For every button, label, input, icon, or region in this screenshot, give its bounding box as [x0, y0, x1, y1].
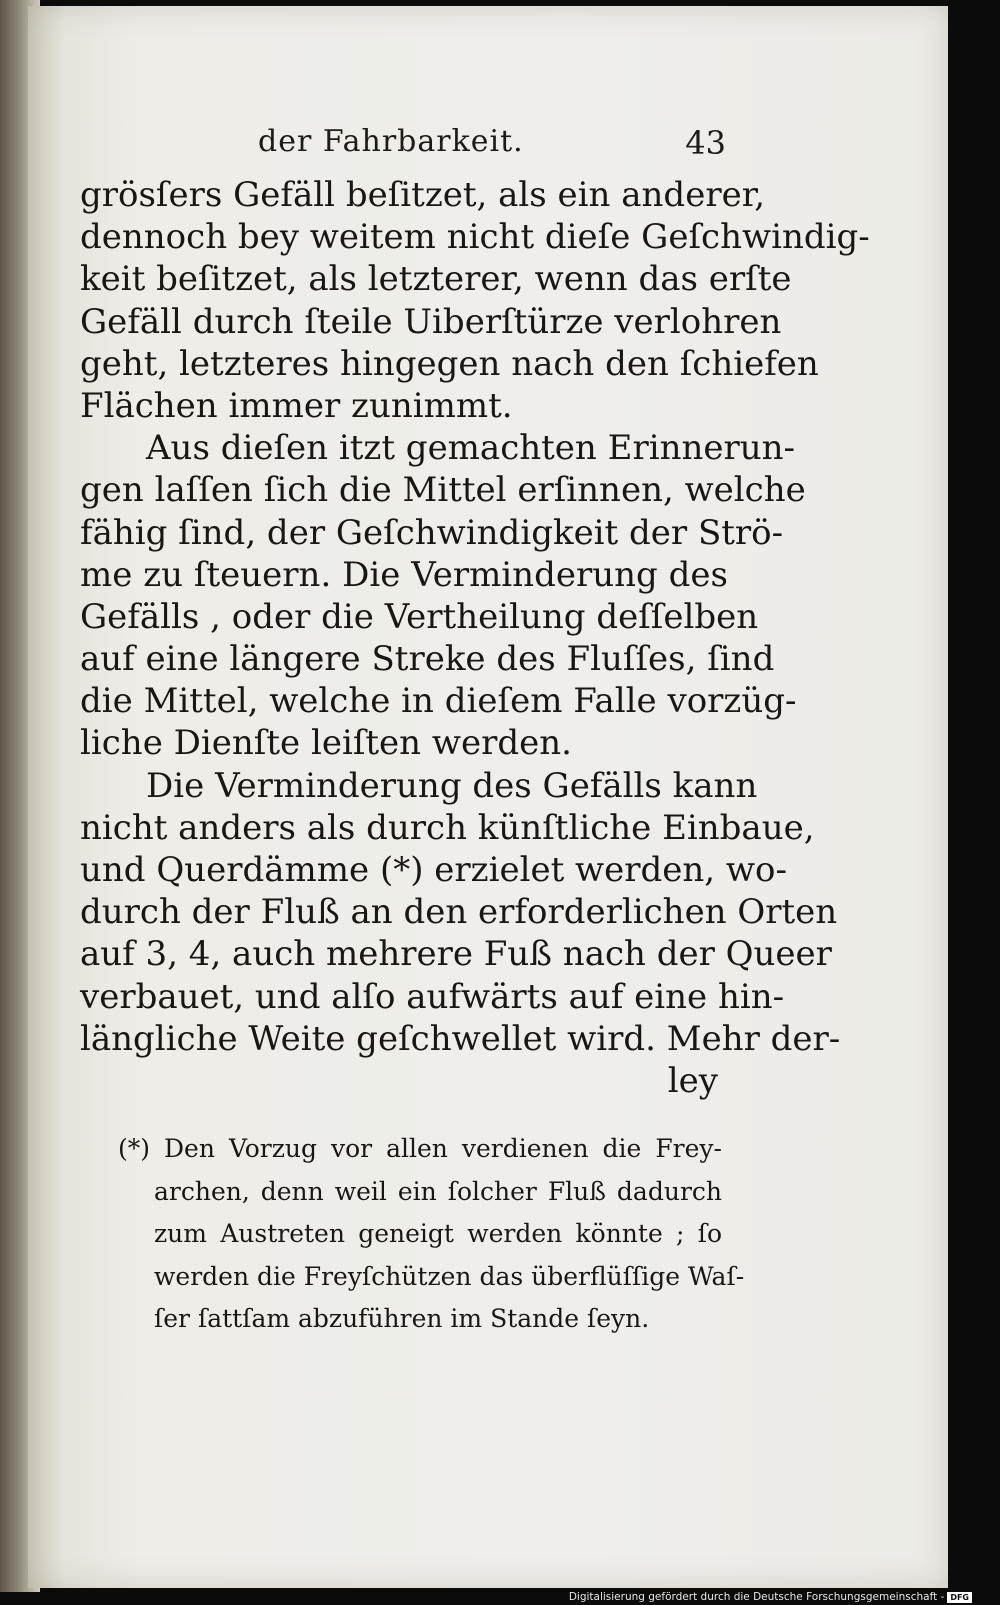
digitization-credit: [569, 1591, 972, 1603]
footnote-line: (*) Den Vorzug vor allen verdienen die Frey-: [118, 1134, 722, 1163]
credit-text: Digitalisierung gefördert durch die Deutsche Forschungsgemeinschaft -: [568, 1591, 945, 1603]
body-line: geht, letzteres hingegen nach den ſchiefen: [80, 343, 819, 384]
body-line: Gefälls , oder die Vertheilung deſſelben: [80, 596, 759, 637]
body-line: durch der Fluß an den erforderlichen Orten: [80, 892, 838, 933]
footnote-line: archen, denn weil ein ſolcher Fluß dadurch: [154, 1176, 722, 1206]
footnote: [118, 1128, 745, 1341]
body-line: längliche Weite geſchwellet wird. Mehr der-: [80, 1018, 841, 1059]
running-head: der Fahrbarkeit.: [258, 124, 524, 159]
catchword: ley: [667, 1060, 718, 1101]
footnote-line: werden die Freyſchützen das überflüſſige Waſ-: [154, 1261, 745, 1291]
page-number: 43: [685, 124, 726, 162]
footnote-line: zum Austreten geneigt werden könnte ; ſo: [154, 1219, 722, 1248]
body-line: verbauet, und alſo aufwärts auf eine hin-: [80, 976, 785, 1017]
body-line: grösſers Gefäll beſitzet, als ein anderer,: [80, 175, 766, 215]
body-line: Flächen immer zunimmt.: [80, 385, 513, 426]
body-line: auf 3, 4, auch mehrere Fuß nach der Queer: [80, 934, 832, 975]
book-page: [28, 6, 948, 1588]
body-line: die Mittel, welche in dieſem Falle vorzüg-: [80, 681, 797, 722]
body-line: liche Dienſte leiſten werden.: [80, 723, 572, 764]
body-line: gen laſſen ſich die Mittel erſinnen, welche: [80, 470, 806, 511]
body-line: nicht anders als durch künſtliche Einbaue,: [80, 807, 815, 848]
footnote-line: ſer ſattſam abzuführen im Stande ſeyn.: [154, 1304, 650, 1333]
body-line: dennoch bey weitem nicht dieſe Geſchwindig-: [80, 217, 870, 258]
body-line: Aus dieſen itzt gemachten Erinnerun-: [146, 428, 796, 469]
body-line: Die Verminderung des Gefälls kann: [146, 765, 758, 806]
body-line: keit beſitzet, als letzterer, wenn das erſte: [80, 259, 792, 300]
body-line: und Querdämme (*) erzielet werden, wo-: [80, 850, 787, 890]
body-line: me zu ſteuern. Die Verminderung des: [80, 554, 728, 595]
body-line: fähig ſind, der Geſchwindigkeit der Strö-: [80, 512, 784, 553]
body-text: [80, 174, 870, 1102]
body-line: auf eine längere Streke des Fluſſes, ſind: [80, 639, 775, 680]
body-line: Gefäll durch ſteile Uiberſtürze verlohren: [80, 301, 782, 342]
dfg-logo: DFG: [947, 1592, 972, 1603]
